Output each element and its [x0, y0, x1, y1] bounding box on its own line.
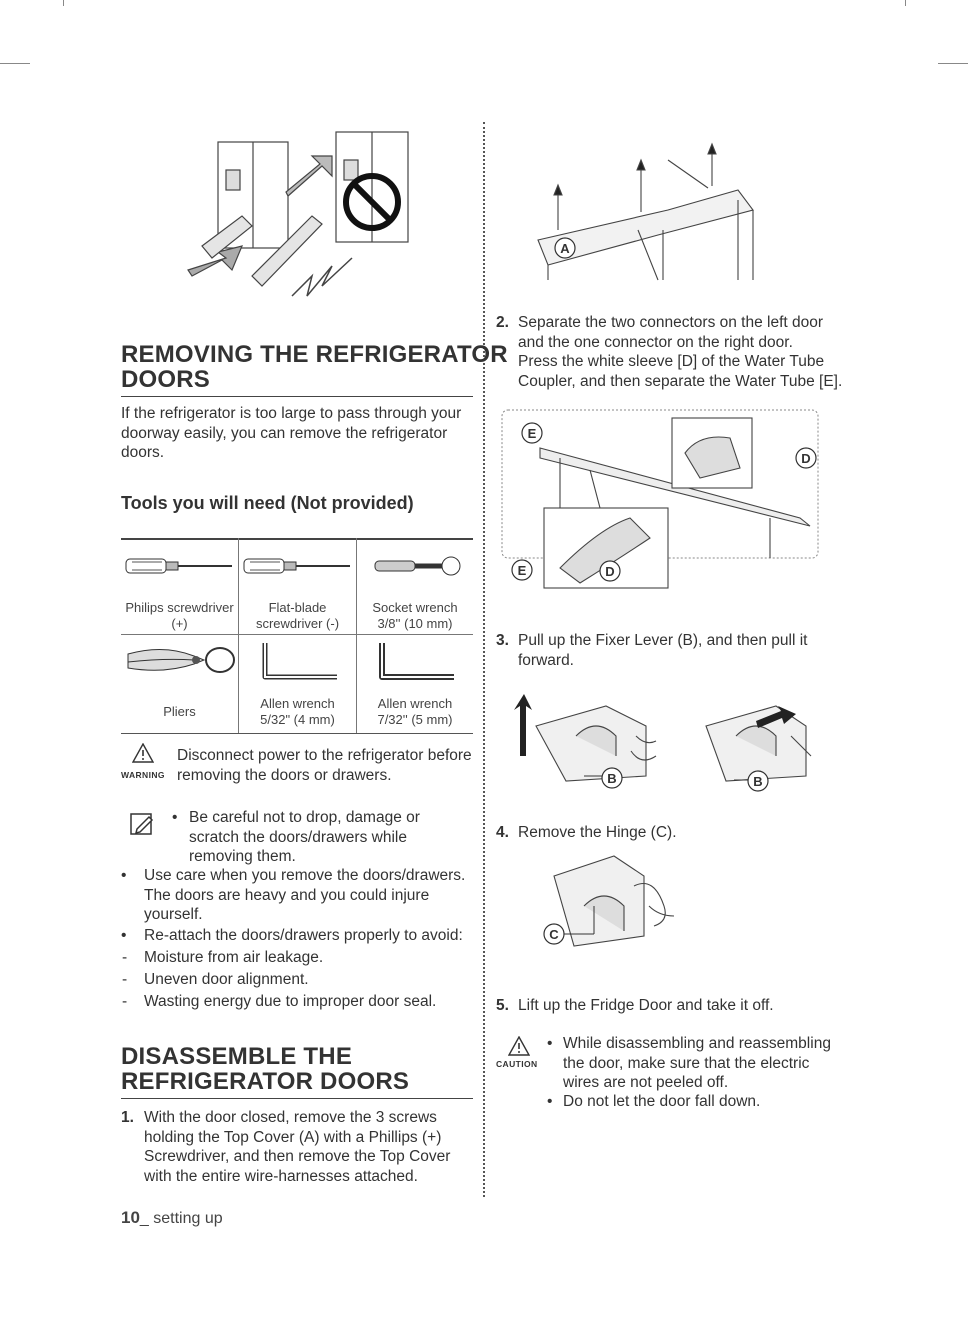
tool-cell [357, 635, 474, 692]
step-text: Separate the two connectors on the left door and the one connector on the right door. Press the white sleeve [D] of the Water Tube Coupler, and then separate the Water Tube [E]. [518, 314, 843, 390]
note-text: Be careful not to drop, damage or scratch the doors/drawers while removing them. [189, 809, 420, 865]
callout-e: E [517, 563, 527, 578]
section-title [121, 1044, 409, 1094]
callout-b: B [753, 774, 763, 789]
caution-label: CAUTION [496, 1059, 538, 1069]
phillips-screwdriver-icon [124, 556, 236, 576]
list-dash: - [122, 993, 128, 1010]
tool-cell [239, 538, 357, 598]
crop-mark [905, 0, 906, 6]
tools-heading: Tools you will need (Not provided) [121, 493, 414, 513]
allen-wrench-icon [253, 639, 343, 683]
step-number: 2. [496, 314, 509, 331]
connectors-illustration [500, 408, 822, 596]
callout-c: C [549, 927, 559, 942]
allen-wrench-icon [370, 639, 460, 683]
list-item: Use care when you remove the doors/drawers. The doors are heavy and you could injure yourself. [144, 867, 466, 923]
intro-paragraph: If the refrigerator is too large to pass through your doorway easily, you can remove the refrigerator doors. [121, 405, 462, 461]
page-number: 10 [121, 1208, 140, 1227]
hinge-illustration [534, 846, 684, 966]
callout-e: E [527, 426, 537, 441]
fixer-lever-illustration [506, 676, 816, 796]
list-dash: - [122, 949, 128, 966]
section-rule [121, 1098, 473, 1099]
caution-bullet: • [547, 1093, 553, 1110]
list-bullet: • [121, 867, 127, 884]
step-number: 4. [496, 824, 509, 841]
list-item: Wasting energy due to improper door seal. [144, 993, 437, 1010]
callout-d: D [605, 564, 615, 579]
list-item: Re-attach the doors/drawers properly to avoid: [144, 927, 463, 944]
caution-text: Do not let the door fall down. [563, 1093, 761, 1110]
tool-label: Allen wrench 7/32'' (5 mm) [357, 691, 474, 734]
list-item: Moisture from air leakage. [144, 949, 324, 966]
callout-d: D [801, 451, 811, 466]
tool-label: Flat-blade screwdriver (-) [239, 598, 357, 635]
note-icon [130, 812, 156, 836]
step-text: Pull up the Fixer Lever (B), and then pull it forward. [518, 632, 808, 669]
section-title-line: REMOVING THE REFRIGERATOR [121, 341, 508, 368]
caution-triangle-icon [508, 1036, 530, 1056]
list-bullet: • [121, 927, 127, 944]
step-number: 1. [121, 1109, 134, 1126]
tool-cell [357, 538, 474, 598]
warning-text: Disconnect power to the refrigerator before removing the doors or drawers. [177, 747, 472, 784]
pliers-icon [124, 640, 236, 682]
caution-bullet: • [547, 1035, 553, 1052]
step-text: With the door closed, remove the 3 screws holding the Top Cover (A) with a Phillips (+) Screwdriver, and then remove the Top Cover with the entire wire-harnesses attached. [144, 1109, 451, 1185]
socket-wrench-icon [365, 553, 465, 579]
crop-mark [938, 63, 968, 64]
refrigerator-doorway-illustration [182, 126, 412, 301]
crop-mark [63, 0, 64, 6]
warning-triangle-icon [132, 743, 154, 763]
flat-blade-screwdriver-icon [242, 556, 354, 576]
section-title-line: REFRIGERATOR DOORS [121, 1068, 410, 1095]
callout-a: A [560, 241, 570, 256]
section-title-line: DISASSEMBLE THE [121, 1043, 353, 1070]
list-item: Uneven door alignment. [144, 971, 309, 988]
column-divider [483, 122, 485, 1197]
section-rule [121, 396, 473, 397]
page-footer [121, 1208, 223, 1228]
top-cover-illustration [508, 140, 768, 285]
step-number: 5. [496, 997, 509, 1014]
tool-label: Pliers [121, 691, 239, 734]
section-title [121, 342, 508, 392]
tools-table [121, 538, 473, 734]
tool-label: Socket wrench 3/8'' (10 mm) [357, 598, 474, 635]
step-text: Remove the Hinge (C). [518, 824, 677, 841]
tool-cell [121, 538, 239, 598]
step-number: 3. [496, 632, 509, 649]
warning-label: WARNING [121, 770, 165, 780]
tool-label: Allen wrench 5/32" (4 mm) [239, 691, 357, 734]
crop-mark [0, 63, 30, 64]
note-bullet: • [172, 809, 178, 826]
caution-text: While disassembling and reassembling the door, make sure that the electric wires are not peeled off. [563, 1035, 831, 1091]
tool-cell [121, 635, 239, 692]
footer-text: _ setting up [139, 1210, 223, 1227]
tool-cell [239, 635, 357, 692]
step-text: Lift up the Fridge Door and take it off. [518, 997, 774, 1014]
section-title-line: DOORS [121, 366, 211, 393]
callout-b: B [607, 771, 617, 786]
list-dash: - [122, 971, 128, 988]
tool-label: Philips screwdriver (+) [121, 598, 239, 635]
